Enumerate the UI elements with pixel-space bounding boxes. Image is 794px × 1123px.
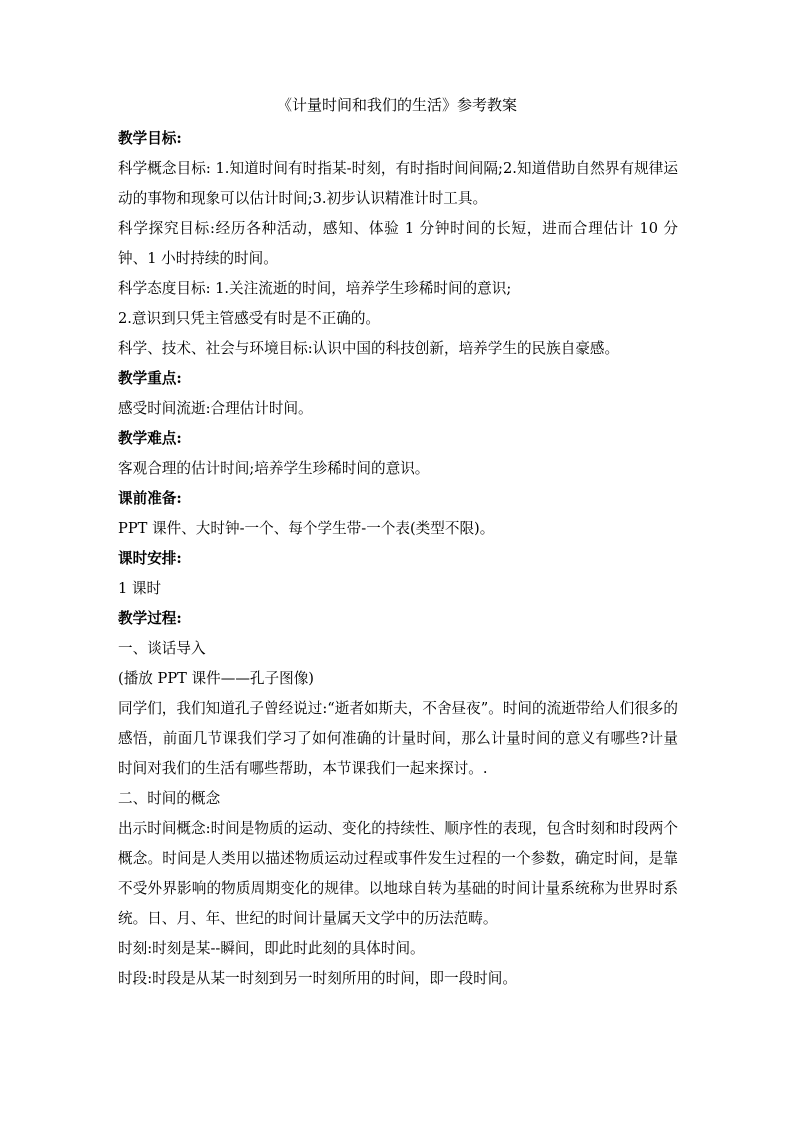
paragraph: 科学概念目标: 1.知道时间有时指某-时刻，有时指时间间隔;2.知道借助自然界有规律运动的事物和现象可以估计时间;3.初步认识精准计时工具。	[118, 160, 678, 207]
section-heading: 教学过程:	[118, 610, 182, 627]
paragraph: 科学、技术、社会与环境目标:认识中国的科技创新，培养学生的民族自豪感。	[118, 340, 620, 357]
section-heading: 教学目标:	[118, 130, 182, 147]
paragraph: 感受时间流逝:合理估计时间。	[118, 400, 313, 417]
paragraph: 2.意识到只凭主管感受有时是不正确的。	[118, 310, 381, 327]
paragraph: (播放 PPT 课件——孔子图像)	[118, 670, 314, 687]
document-title: 《计量时间和我们的生活》参考教案	[276, 96, 517, 114]
section-heading: 课时安排:	[118, 550, 182, 567]
section-heading: 教学重点:	[118, 370, 182, 387]
paragraph: 1 课时	[118, 580, 162, 597]
paragraph: 时刻:时刻是某--瞬间，即此时此刻的具体时间。	[118, 940, 425, 957]
paragraph: 出示时间概念:时间是物质的运动、变化的持续性、顺序性的表现，包含时刻和时段两个概念。时间是人类用以描述物质运动过程或事件发生过程的一个参数，确定时间，是靠不受外界影响的物质周期变化的规律。以地球自转为基础的时间计量系统称为世界时系统。日、月、年、世纪的时间计量属天文学中的历法范畴。	[118, 820, 678, 927]
paragraph: 客观合理的估计时间;培养学生珍稀时间的意识。	[118, 460, 430, 477]
paragraph: PPT 课件、大时钟-一个、每个学生带-一个表(类型不限)。	[118, 520, 495, 537]
paragraph: 二、时间的概念	[118, 790, 221, 807]
section-heading: 课前准备:	[118, 490, 182, 507]
paragraph: 一、谈话导入	[118, 640, 206, 657]
document-body	[118, 124, 678, 994]
paragraph: 科学探究目标:经历各种活动，感知、体验 1 分钟时间的长短，进而合理估计 10 分钟、1 小时持续的时间。	[118, 220, 678, 267]
paragraph: 时段:时段是从某一时刻到另一时刻所用的时间，即一段时间。	[118, 970, 517, 987]
paragraph: 同学们，我们知道孔子曾经说过:“逝者如斯夫，不舍昼夜”。时间的流逝带给人们很多的感悟，前面几节课我们学习了如何准确的计量时间，那么计量时间的意义有哪些?计量时间对我们的生活有哪些帮助，本节课我们一起来探讨。.	[118, 700, 678, 777]
section-heading: 教学难点:	[118, 430, 182, 447]
paragraph: 科学态度目标: 1.关注流逝的时间，培养学生珍稀时间的意识;	[118, 280, 512, 297]
